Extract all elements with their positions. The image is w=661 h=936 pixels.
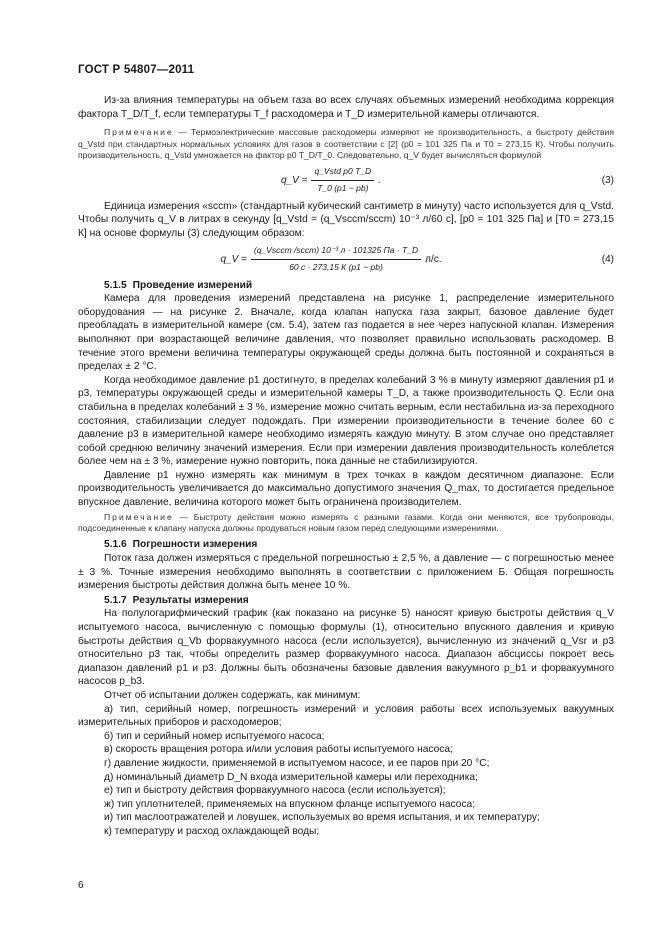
paragraph: Единица измерения «sccm» (стандартный кубический сантиметр в минуту) часто используется для q_Vstd. Чтобы получить q_V в литрах в секунду [q_Vstd = (q_Vsccm/sccm) 10⁻³ л/60 с], [p0 = 101 325 Па] и [T0 = 273,15 К] на основе формулы (3) следующим образом:	[78, 200, 614, 239]
formula-numerator: (q_Vsccm /sccm) 10⁻³ л · 101325 Па · T_D	[251, 244, 421, 260]
formula-denominator: 60 с · 273,15 К (p1 − pb)	[289, 261, 383, 272]
paragraph: Поток газа должен измеряться с предельной погрешностью ± 2,5 %, а давление — с погрешностью менее ± 3 %. Точные измерения необходимо выполнять в соответствии с приложением Б. Общая погрешность измерения быстроты действия должна быть менее 10 %.	[78, 553, 614, 592]
note-text: — Термоэлектрические массовые расходомеры измеряют не производительность, а быстроту действия q_Vstd при стандартных нормальных условиях для газов в соответствии с [2] (p0 = 101 325 Па и T0 = 273,15 К). Чтобы получить производительность, q_Vstd умножается на фактор p0 T_D/T_0. Следовательно, q_V будет вычисляться формулой	[78, 127, 615, 160]
section-heading	[78, 279, 614, 293]
paragraph: Когда необходимое давление p1 достигнуто, в пределах колебаний 3 % в минуту измеряют давления p1 и p3, температуры окружающей среды и измерительной камеры T_D, а также производительность Q. Если она стабильна в пределах колебаний ± 3 %, измерение можно считать верным, если нестабильна из-за переходного состояния, стабилизации следует подождать. При измерении производительности в течение более 60 с давление p3 в измерительной камере необходимо измерять каждую минуту. В этом случае оно представляет собой среднюю величину значений измерения. Если при измерении давления производительность колеблется более чем на ± 3 %, измерение нужно повторить, пока данные не стабилизируются.	[78, 374, 614, 468]
formula-4	[78, 244, 614, 274]
note-label: Примечание	[104, 511, 174, 522]
list-item: б) тип и серийный номер испытуемого насоса;	[104, 730, 325, 742]
section-title: Проведение измерений	[132, 279, 253, 291]
paragraph: Давление p1 нужно измерять как минимум в трех точках в каждом десятичном диапазоне. Если производительность увеличивается до максимально допустимого значения Q_max, то достигается предельное впускное давление, величина которого может быть ограничена производителем.	[78, 469, 614, 509]
list-item: и) тип маслоотражателей и ловушек, используемых во время испытания, и их температуру;	[104, 812, 540, 824]
list-item: а) тип, серийный номер, погрешность измерений и условия работы всех используемых вакуумных измерительных приборов и расходомеров;	[78, 703, 614, 729]
list-item: г) давление жидкости, применяемой в испытуемом насосе, и ее паров при 20 °С;	[104, 757, 490, 769]
paragraph: Камера для проведения измерений представлена на рисунке 1, распределение измерительного оборудования — на рисунке 2. Вначале, когда клапан напуска газа закрыт, базовое давление будет преобладать в измерительной камере (см. 5.4), затем газ подается в нее через напускной клапан. Измерения выполняют при возрастающей величине давления, что позволяет правильно использовать расходомер. В течение этого времени величина температуры окружающей среды должна быть постоянной и сохраняться в пределах ± 2 °С.	[78, 293, 614, 373]
section-title: Погрешности измерения	[132, 539, 258, 551]
formula-fraction	[251, 244, 421, 274]
page-number: 6	[78, 880, 84, 891]
paragraph: Отчет об испытании должен содержать, как минимум:	[104, 690, 361, 701]
section-title: Результаты измерения	[132, 594, 249, 606]
formula-fraction	[311, 165, 374, 195]
formula-denominator: T_0 (p1 − pb)	[317, 183, 369, 193]
note-label: Примечание	[104, 127, 174, 138]
list-item: к) температуру и расход охлаждающей воды;	[104, 825, 320, 837]
note-text: — Быстроту действия можно измерять с разными газами. Когда они меняются, все трубопроводы, подсоединенные к клапану напуска должны продуваться новым газом перед следующими измерениями.	[78, 511, 615, 534]
formula-3	[78, 165, 614, 195]
paragraph: На полулогарифмический график (как показано на рисунке 5) наносят кривую быстроты действия q_V испытуемого насоса, вычисленную с помощью формулы (1), относительно впускного давления и кривую быстроты действия q_Vb форвакуумного насоса (если используется), вычисленную из значений q_Vsr и p3 относительно p3 так, чтобы определить размер форвакуумного насоса. Диапазон абсциссы покроет весь диапазон давлений p1 и p3. Должны быть обозначены базовые давления вакуумного p_b1 и форвакуумного насосов p_b3.	[78, 608, 614, 688]
document-header: ГОСТ Р 54807—2011	[78, 64, 195, 76]
formula-tail: .	[378, 174, 381, 186]
list-item: е) тип и быстроту действия форвакуумного насоса (если используется);	[104, 785, 446, 797]
report-requirements-list	[78, 703, 614, 839]
list-item: ж) тип уплотнителей, применяемых на впускном фланце испытуемого насоса;	[104, 798, 476, 810]
list-item: д) номинальный диаметр D_N входа измерительной камеры или переходника;	[104, 771, 478, 783]
formula-number: (4)	[601, 253, 614, 265]
formula-lhs: q_V =	[281, 174, 308, 186]
note	[78, 127, 614, 161]
note	[78, 512, 614, 535]
formula-tail: л/с.	[425, 253, 442, 265]
formula-number: (3)	[601, 174, 614, 186]
paragraph: Из-за влияния температуры на объем газа во всех случаях объемных измерений необходима коррекция фактора T_D/T_f, если температуры T_f расходомера и T_D измерительной камеры отличаются.	[78, 95, 614, 120]
section-heading	[78, 538, 614, 552]
document-body	[78, 94, 614, 839]
list-item: в) скорость вращения ротора и/или условия работы испытуемого насоса;	[104, 744, 453, 756]
formula-numerator: q_Vstd p0 T_D	[311, 165, 374, 181]
formula-lhs: q_V =	[220, 253, 247, 265]
section-number: 5.1.6	[104, 539, 127, 551]
section-number: 5.1.7	[104, 594, 127, 606]
section-heading	[78, 594, 614, 608]
section-number: 5.1.5	[104, 279, 127, 291]
